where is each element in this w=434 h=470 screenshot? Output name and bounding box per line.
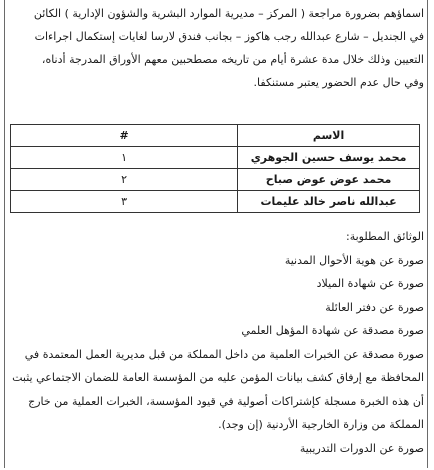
candidate-num: ٢ [11, 169, 238, 191]
candidate-name: عبدالله ناصر خالد عليمات [238, 191, 420, 213]
intro-line-4: وفي حال عدم الحضور يعتبر مستنكفا. [253, 76, 424, 89]
table-row [11, 147, 420, 169]
intro-line-2: في الجنديل – شارع عبدالله رجب هاكوز – بجانب فندق لارسا لغايات إستكمال اجراءات [34, 30, 424, 43]
candidate-num: ٣ [11, 191, 238, 213]
document-item: صورة عن الدورات التدريبية [299, 441, 424, 455]
candidate-num: ١ [11, 147, 238, 169]
intro-line-1: اسماؤهم بضرورة مراجعة ( المركز – مديرية الموارد البشرية والشؤون الإدارية ) الكائن [33, 7, 424, 20]
table-row [11, 169, 420, 191]
document-item: صورة مصدقة عن الخبرات العلمية من داخل المملكة من قبل مديرية العمل المعتمدة في [24, 347, 424, 361]
header-num: # [11, 125, 238, 147]
document-item: صورة مصدقة عن شهادة المؤهل العلمي [241, 324, 424, 337]
intro-line-3: التعيين وذلك خلال مدة عشرة أيام من تاريخه مصطحبين معهم الأوراق المدرجة أدناه، [41, 53, 424, 66]
candidate-name: محمد عوض عوض صباح [238, 169, 420, 191]
document-item: صورة عن هوية الأحوال المدنية [284, 253, 424, 267]
intro-paragraph [10, 2, 424, 94]
document-item: صورة عن شهادة الميلاد [316, 277, 424, 290]
document-item: المملكة من وزارة الخارجية الأردنية (إن وجد). [218, 418, 424, 431]
documents-heading: الوثائق المطلوبة: [345, 230, 424, 243]
document-item: أن هذه الخبرة مسجلة كإشتراكات أصولية في قيود المؤسسة، الخبرات العملية من خارج [28, 394, 424, 408]
table-row [11, 191, 420, 213]
table-header-row [11, 125, 420, 147]
header-name: الاسم [238, 125, 420, 147]
required-documents [10, 225, 424, 460]
document-item: صورة عن دفتر العائلة [325, 300, 424, 314]
candidates-table [10, 124, 420, 213]
candidate-name: محمد يوسف حسين الجوهري [238, 147, 420, 169]
document-item: المحافظة مع إرفاق كشف بيانات المؤمن عليه من المؤسسة العامة للضمان الاجتماعي يثبت [12, 371, 424, 384]
